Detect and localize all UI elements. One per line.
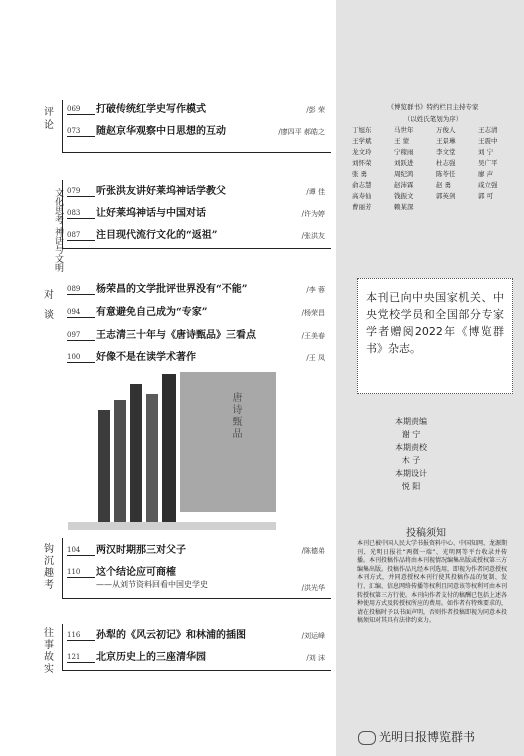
entry-title: 听张洪友讲好莱坞神话学教父 — [96, 186, 226, 197]
editor-name: 谢 宁 — [401, 430, 421, 439]
toc-entry[interactable] — [67, 628, 325, 642]
page-number: 100 — [67, 353, 95, 363]
expert-name: 陈苓任 — [436, 170, 456, 178]
entry-author: /李 蓉 — [306, 286, 325, 294]
expert-name: 王景琳 — [436, 137, 456, 145]
entry-title: 随赵京华观察中日思想的互动 — [96, 126, 226, 137]
entry-author: /陈德弟 — [301, 547, 325, 555]
expert-name: 钱振文 — [394, 192, 414, 200]
design-label: 本期设计 — [395, 469, 427, 478]
expert-name: 王志清 — [478, 126, 498, 134]
section-label-dialogue: 对谈 — [44, 290, 54, 321]
watermark-text: 光明日报博览群书 — [379, 730, 476, 744]
expert-name: 刘 宁 — [478, 148, 494, 156]
expert-name: 王震中 — [478, 137, 498, 145]
expert-name: 赵沛霖 — [394, 181, 414, 189]
expert-name: 廖 声 — [478, 170, 494, 178]
experts-heading: 《博览群书》特约栏目主持专家 — [387, 103, 479, 111]
toc-entry[interactable] — [67, 350, 325, 364]
toc-entry[interactable] — [67, 124, 325, 138]
entry-title: 杨荣昌的文学批评世界没有“不能” — [96, 284, 248, 295]
expert-name: 王学斌 — [352, 137, 372, 145]
entry-author: /谭 佳 — [306, 188, 325, 196]
gift-notice-text: 本刊已向中央国家机关、中央党校学员和全国部分专家学者赠阅2022年《博览群书》杂志。 — [366, 291, 504, 355]
toc-entry[interactable] — [67, 543, 325, 557]
entry-author: /洪光华 — [301, 584, 325, 592]
expert-name: 高寿仙 — [352, 192, 372, 200]
toc-entry[interactable] — [67, 206, 325, 220]
expert-name: 丁旭东 — [352, 126, 372, 134]
toc-entry[interactable] — [67, 565, 325, 592]
page-number: 097 — [67, 331, 95, 341]
entry-author: /王 凤 — [306, 354, 325, 362]
expert-name: 刘怀荣 — [352, 159, 372, 167]
contribution-title: 投稿须知 — [406, 528, 446, 539]
entry-title: 王志清三十年与《唐诗甄品》三看点 — [96, 330, 256, 341]
entry-title: 这个结论应可商榷 — [96, 567, 176, 578]
expert-name: 张 勇 — [352, 170, 368, 178]
page-number: 121 — [67, 653, 95, 663]
proof-name: 木 子 — [401, 456, 421, 465]
expert-name: 周纪鸿 — [394, 170, 414, 178]
toc-entry[interactable] — [67, 102, 325, 116]
experts-list — [352, 126, 520, 212]
entry-title: 两汉时期那三对父子 — [96, 545, 186, 556]
editor-label: 本期责编 — [395, 417, 427, 426]
expert-name: 万俊人 — [436, 126, 456, 134]
entry-author: /彭 荣 — [306, 106, 325, 114]
expert-name: 宁稼雨 — [394, 148, 414, 156]
page-number: 073 — [67, 127, 95, 137]
expert-name: 龙文玲 — [352, 148, 372, 156]
expert-name: 吴广平 — [478, 159, 498, 167]
expert-name: 刘跃进 — [394, 159, 414, 167]
page-number: 110 — [67, 568, 95, 578]
gift-notice-box — [357, 278, 513, 394]
wechat-icon — [358, 731, 376, 745]
page-number: 104 — [67, 546, 95, 556]
section-label-stories: 往事故实 — [44, 628, 54, 675]
toc-entry[interactable] — [67, 305, 325, 319]
entry-author: /刘运峰 — [301, 632, 325, 640]
expert-name: 赵 勇 — [436, 181, 452, 189]
entry-author: /廖四平 郝皓之 — [278, 128, 325, 136]
page-number: 079 — [67, 187, 95, 197]
page-number: 083 — [67, 209, 95, 219]
toc-entry[interactable] — [67, 184, 325, 198]
page-number: 087 — [67, 231, 95, 241]
watermark — [358, 728, 475, 745]
book-stack-illustration — [68, 372, 276, 532]
entry-author: /张洪友 — [301, 232, 325, 240]
entry-title: 孙犁的《风云初记》和林浦的插图 — [96, 630, 246, 641]
expert-name: 咸立强 — [478, 181, 498, 189]
page-number: 089 — [67, 285, 95, 295]
expert-name: 王 蒙 — [394, 137, 410, 145]
section-label-commentary: 评论 — [44, 107, 54, 131]
entry-subtitle: ——从刘节资料回看中国史学史 — [96, 580, 208, 589]
expert-name: 曹丽芳 — [352, 203, 372, 211]
entry-title: 让好莱坞神话与中国对话 — [96, 208, 206, 219]
entry-author: /刘 沫 — [306, 654, 325, 662]
experts-subheading: （以姓氏笔划为序） — [403, 115, 463, 123]
toc-entry[interactable] — [67, 282, 325, 296]
entry-author: /王美春 — [301, 332, 325, 340]
expert-name: 马世年 — [394, 126, 414, 134]
section-label-history: 钩沉趣考 — [44, 544, 54, 591]
page-number: 116 — [67, 631, 95, 641]
expert-name: 李文堂 — [436, 148, 456, 156]
entry-author: /杨荣昌 — [301, 309, 325, 317]
page-number: 069 — [67, 105, 95, 115]
expert-name: 杜志强 — [436, 159, 456, 167]
toc-entry[interactable] — [67, 650, 325, 664]
book-shadow — [68, 522, 276, 530]
expert-name: 赖某深 — [394, 203, 414, 211]
book-cover-title: 唐诗甄品 — [230, 392, 241, 440]
toc-entry[interactable] — [67, 328, 325, 342]
expert-name: 郭英剑 — [436, 192, 456, 200]
entry-title: 打破传统红学史写作模式 — [96, 104, 206, 115]
contribution-text: 本刊已被中国人民大学书报资料中心、中国知网、龙源期刊、光明日报社“两微一端”、光明网等平台收录并传播。本刊投稿作品将由本刊视情况编集出版或授权第三方编集出版。投稿作品凡经本刊选用，即视为作者同意授权本刊方式，并同意授权本刊行使其投稿作品的复制、发行、汇编、信息网络传播等权利且同意该等权利可由本刊转授权第三方行使。本刊向作者支付的稿酬已包括上述各种使用方式及转授权所应的费用。如作者有特殊要求的，请在投稿时予以书面声明，否则作者投稿即视为同意本投稿须知对其具有法律约束力。 — [357, 540, 508, 625]
proof-label: 本期责校 — [395, 443, 427, 452]
design-name: 悦 阳 — [401, 482, 421, 491]
section-label-myth: 文化思考 神话与文明 — [53, 188, 63, 272]
entry-author: /许为婷 — [301, 210, 325, 218]
entry-title: 有意避免自己成为“专家” — [96, 307, 208, 318]
entry-title: 北京历史上的三座清华园 — [96, 652, 206, 663]
entry-title: 注目现代流行文化的“返祖” — [96, 230, 218, 241]
entry-title: 好像不是在读学术著作 — [96, 352, 196, 363]
book-cover — [180, 372, 276, 512]
page-number: 094 — [67, 308, 95, 318]
toc-entry[interactable] — [67, 228, 325, 242]
expert-name: 郭 可 — [478, 192, 494, 200]
expert-name: 俞志慧 — [352, 181, 372, 189]
